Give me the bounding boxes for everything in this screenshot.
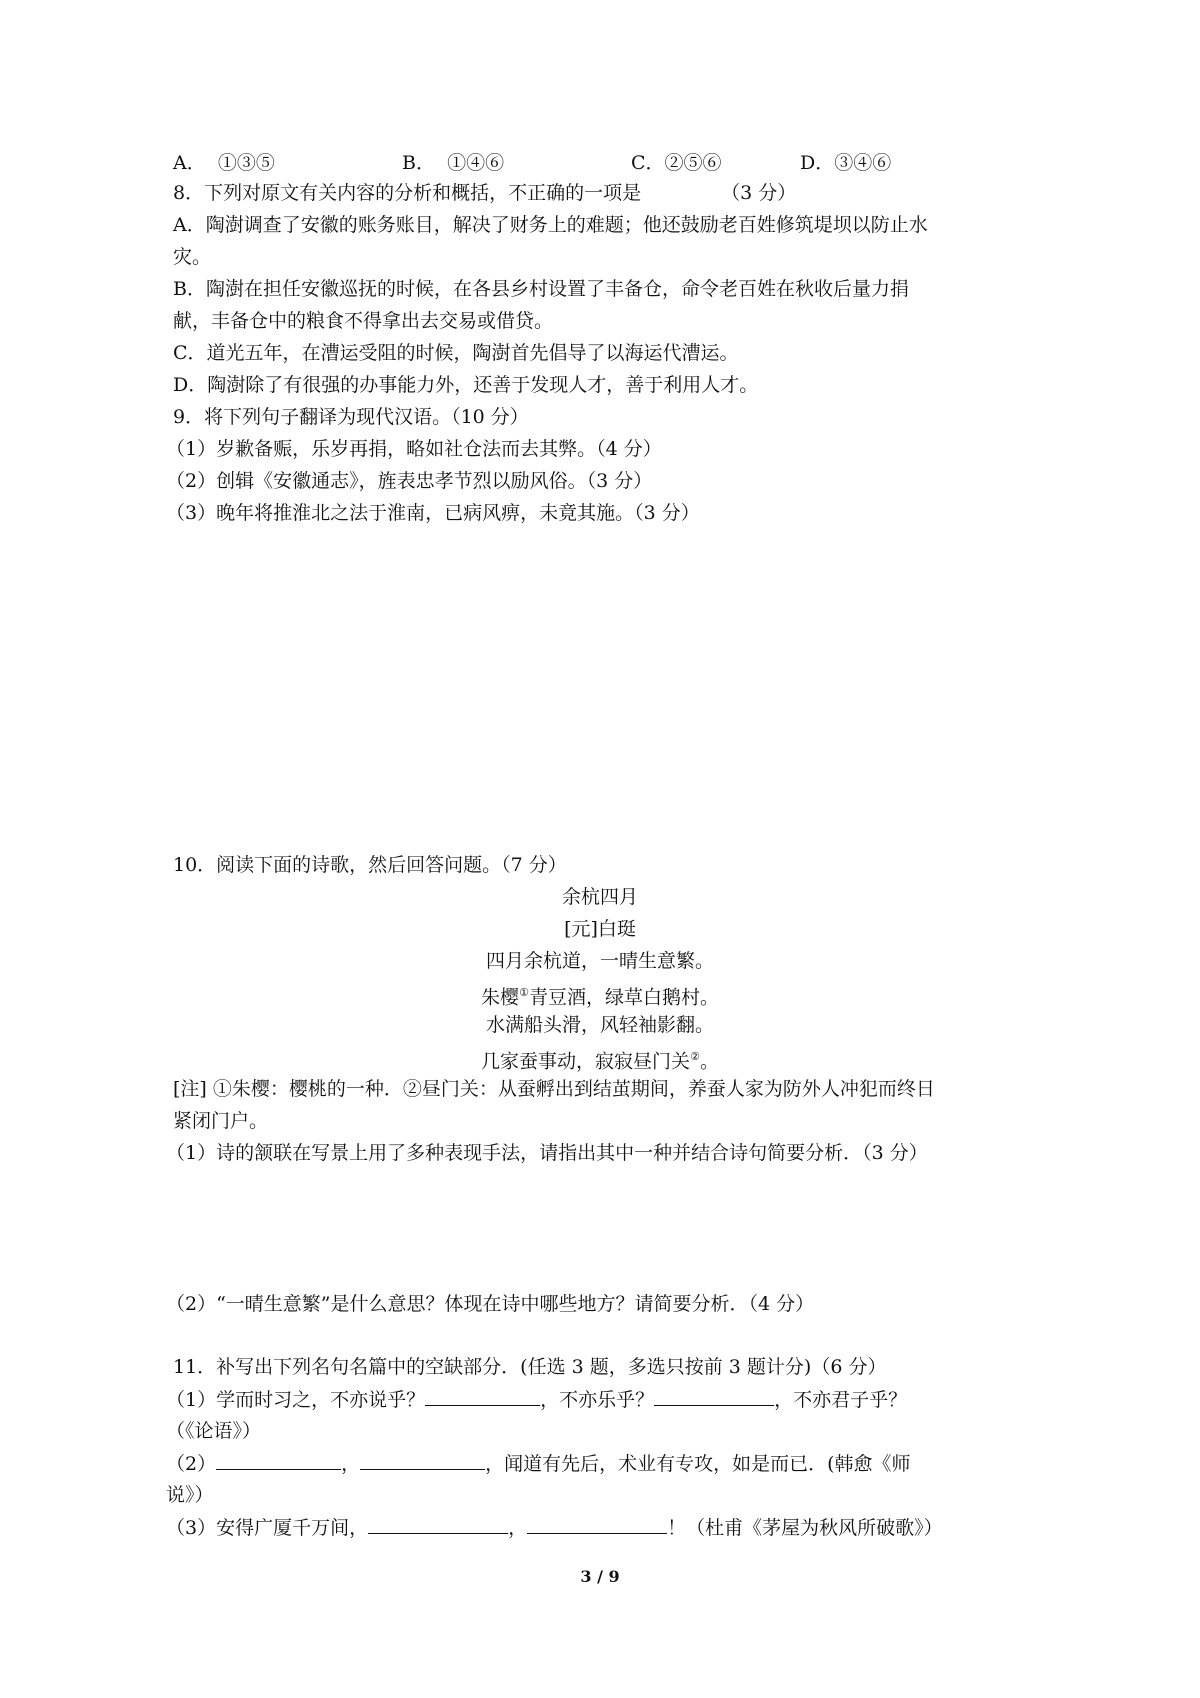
q9-sentence-1: （1）岁歉备赈，乐岁再捐，略如社仓法而去其弊。（4 分）: [166, 438, 662, 460]
item-text: ，不亦乐乎？: [540, 1389, 655, 1411]
q8-stem: [173, 181, 796, 205]
option-label: D．: [800, 152, 835, 174]
q11-item-3: [166, 1515, 943, 1540]
item-text: ，闻道有先后，术业有专攻，如是而已．(韩愈《师: [485, 1453, 911, 1475]
q9-stem: 9．将下列句子翻译为现代汉语。（10 分）: [173, 406, 529, 428]
answer-blank[interactable]: [360, 1451, 485, 1470]
poem-line-4: [0, 1045, 1200, 1073]
q7-option-c: [631, 151, 722, 175]
poem-note-line1: [注] ①朱樱：樱桃的一种．②昼门关：从蚕孵出到结茧期间，养蚕人家为防外人冲犯而终日: [173, 1078, 935, 1100]
q10-sub-2: （2）“一晴生意繁”是什么意思？体现在诗中哪些地方？请简要分析．（4 分）: [166, 1293, 815, 1315]
q9-sentence-3: （3）晚年将推淮北之法于淮南，已病风痹，未竟其施。（3 分）: [166, 502, 700, 524]
option-label: B．: [402, 152, 435, 174]
note-marker: ②: [690, 1050, 700, 1063]
option-text: ①③⑤: [217, 152, 275, 174]
item-text: （1）学而时习之，不亦说乎？: [166, 1389, 426, 1411]
q11-item-2-source: 说》）: [166, 1484, 214, 1506]
q11-stem: 11．补写出下列名句名篇中的空缺部分．(任选 3 题，多选只按前 3 题计分)（6 分）: [173, 1356, 887, 1378]
q8-option-a-line2: 灾。: [173, 246, 212, 268]
option-text: ②⑤⑥: [664, 152, 722, 174]
poem-author: [元]白珽: [564, 918, 636, 940]
poem-text: 几家蚕事动，寂寂昼门关: [481, 1050, 691, 1073]
answer-blank[interactable]: [216, 1451, 341, 1470]
option-text: ③④⑥: [834, 152, 892, 174]
poem-line-3: 水满船头滑，风轻袖影翻。: [485, 1014, 714, 1036]
q7-option-d: [800, 151, 891, 175]
option-label: A．: [173, 152, 206, 174]
q8-option-c: C．道光五年，在漕运受阻的时候，陶澍首先倡导了以海运代漕运。: [173, 342, 739, 364]
q8-option-d: D．陶澍除了有很强的办事能力外，还善于发现人才，善于利用人才。: [173, 374, 759, 396]
q8-option-a-line1: A．陶澍调查了安徽的账务账目，解决了财务上的难题；他还鼓励老百姓修筑堤坝以防止水: [173, 214, 928, 236]
note-marker: ①: [519, 986, 529, 999]
answer-blank[interactable]: [368, 1515, 508, 1534]
item-text: （2）: [166, 1453, 217, 1475]
poem-line-2: [0, 981, 1200, 1009]
q8-option-b-line2: 献，丰备仓中的粮食不得拿出去交易或借贷。: [173, 310, 554, 332]
answer-blank[interactable]: [527, 1515, 667, 1534]
poem-text: 朱樱: [481, 986, 520, 1009]
poem-title: 余杭四月: [561, 886, 638, 908]
page-number: 3 / 9: [580, 1567, 620, 1586]
item-text: ，: [341, 1453, 361, 1475]
q10-stem: 10．阅读下面的诗歌，然后回答问题。（7 分）: [173, 854, 567, 876]
poem-line-1: 四月余杭道，一晴生意繁。: [485, 950, 714, 972]
item-text: ，: [508, 1517, 528, 1539]
q8-stem-text: 8．下列对原文有关内容的分析和概括，不正确的一项是: [173, 182, 642, 204]
q9-sentence-2: （2）创辑《安徽通志》，旌表忠孝节烈以励风俗。（3 分）: [166, 470, 653, 492]
q8-score: （3 分）: [721, 182, 797, 204]
item-text: ，不亦君子乎？: [774, 1389, 908, 1411]
q11-item-1: [166, 1387, 907, 1412]
item-text: ！（杜甫《茅屋为秋风所破歌》）: [667, 1517, 943, 1539]
answer-blank[interactable]: [654, 1387, 774, 1406]
item-text: （3）安得广厦千万间，: [166, 1517, 369, 1539]
poem-text: 。: [699, 1050, 719, 1073]
option-text: ①④⑥: [447, 152, 505, 174]
poem-text: 青豆酒，绿草白鹅村。: [528, 986, 719, 1009]
q7-option-b: [402, 151, 504, 175]
q7-option-a: [173, 151, 275, 175]
q8-option-b-line1: B．陶澍在担任安徽巡抚的时候，在各县乡村设置了丰备仓，命令老百姓在秋收后量力捐: [173, 278, 909, 300]
q11-item-2: [166, 1451, 911, 1476]
poem-note-line2: 紧闭门户。: [173, 1110, 269, 1132]
q11-item-1-source: （《论语》）: [166, 1420, 262, 1442]
option-label: C．: [631, 152, 665, 174]
answer-blank[interactable]: [425, 1387, 540, 1406]
q10-sub-1: （1）诗的颔联在写景上用了多种表现手法，请指出其中一种并结合诗句简要分析．（3 分）: [166, 1142, 928, 1164]
